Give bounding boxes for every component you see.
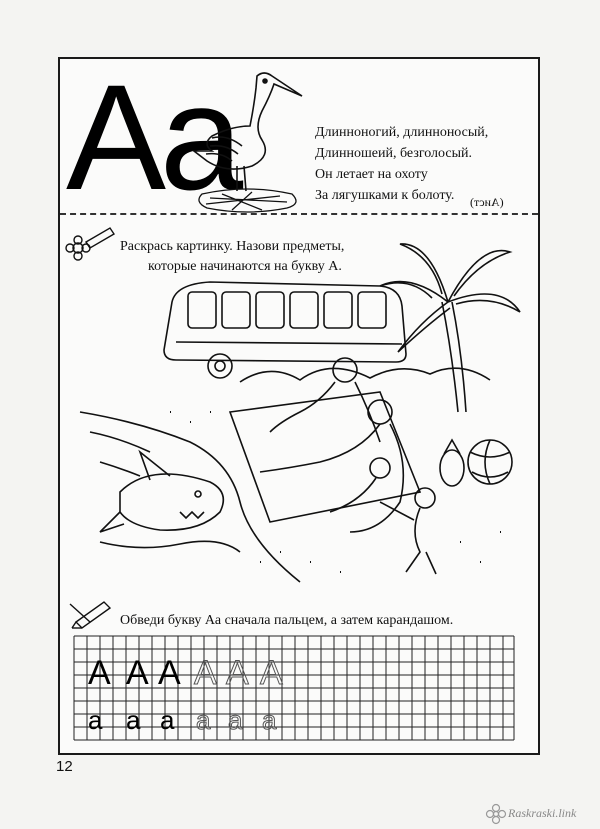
riddle-answer-box — [470, 193, 504, 211]
upper-letter-trace[interactable]: А — [226, 654, 249, 692]
flower-logo-icon — [486, 804, 506, 824]
lower-letter-sample: а — [88, 705, 103, 735]
poem-line: Он летает на охоту — [315, 167, 428, 182]
big-letter-heading: Аа — [66, 53, 236, 221]
stork-illustration — [192, 66, 312, 216]
page-number: 12 — [56, 758, 73, 775]
lower-letter-sample: а — [126, 705, 141, 735]
pineapple-drawing — [440, 440, 464, 486]
poem-block — [315, 122, 488, 206]
lower-letter-sample: а — [160, 705, 175, 735]
shark-drawing — [100, 452, 240, 552]
upper-letter-trace[interactable]: А — [260, 654, 283, 692]
upper-letter-trace[interactable]: А — [194, 654, 217, 692]
poem-line: За лягушками к болоту. — [315, 188, 455, 203]
beach-scene-illustration — [80, 262, 520, 592]
poem-line: Длинношеий, безголосый. — [315, 146, 473, 161]
poem-line: Длинноногий, длинноносый, — [315, 125, 489, 140]
section-divider — [60, 213, 538, 215]
coloring-pencil-icon — [66, 226, 116, 260]
lower-letter-trace[interactable]: а — [196, 705, 211, 735]
pencil-icon — [70, 598, 114, 628]
bus-drawing — [164, 282, 406, 378]
riddle-answer: (Аист) — [470, 195, 504, 209]
upper-letter-sample: А — [126, 654, 149, 692]
site-watermark: Raskraski.link — [508, 806, 577, 820]
lower-letter-trace[interactable]: а — [228, 705, 243, 735]
beach-ball-drawing — [468, 440, 512, 484]
task2-instruction: Обведи букву Аа сначала пальцем, а затем карандашом. — [120, 613, 454, 628]
upper-letter-sample: А — [158, 654, 181, 692]
palm-tree-drawing — [380, 244, 520, 412]
lower-letter-trace[interactable]: а — [262, 705, 277, 735]
task1-line1: Раскрась картинку. Назови предметы, — [120, 239, 345, 254]
task1-line2: которые начинаются на букву А. — [148, 259, 342, 274]
upper-letter-sample: А — [88, 654, 111, 692]
